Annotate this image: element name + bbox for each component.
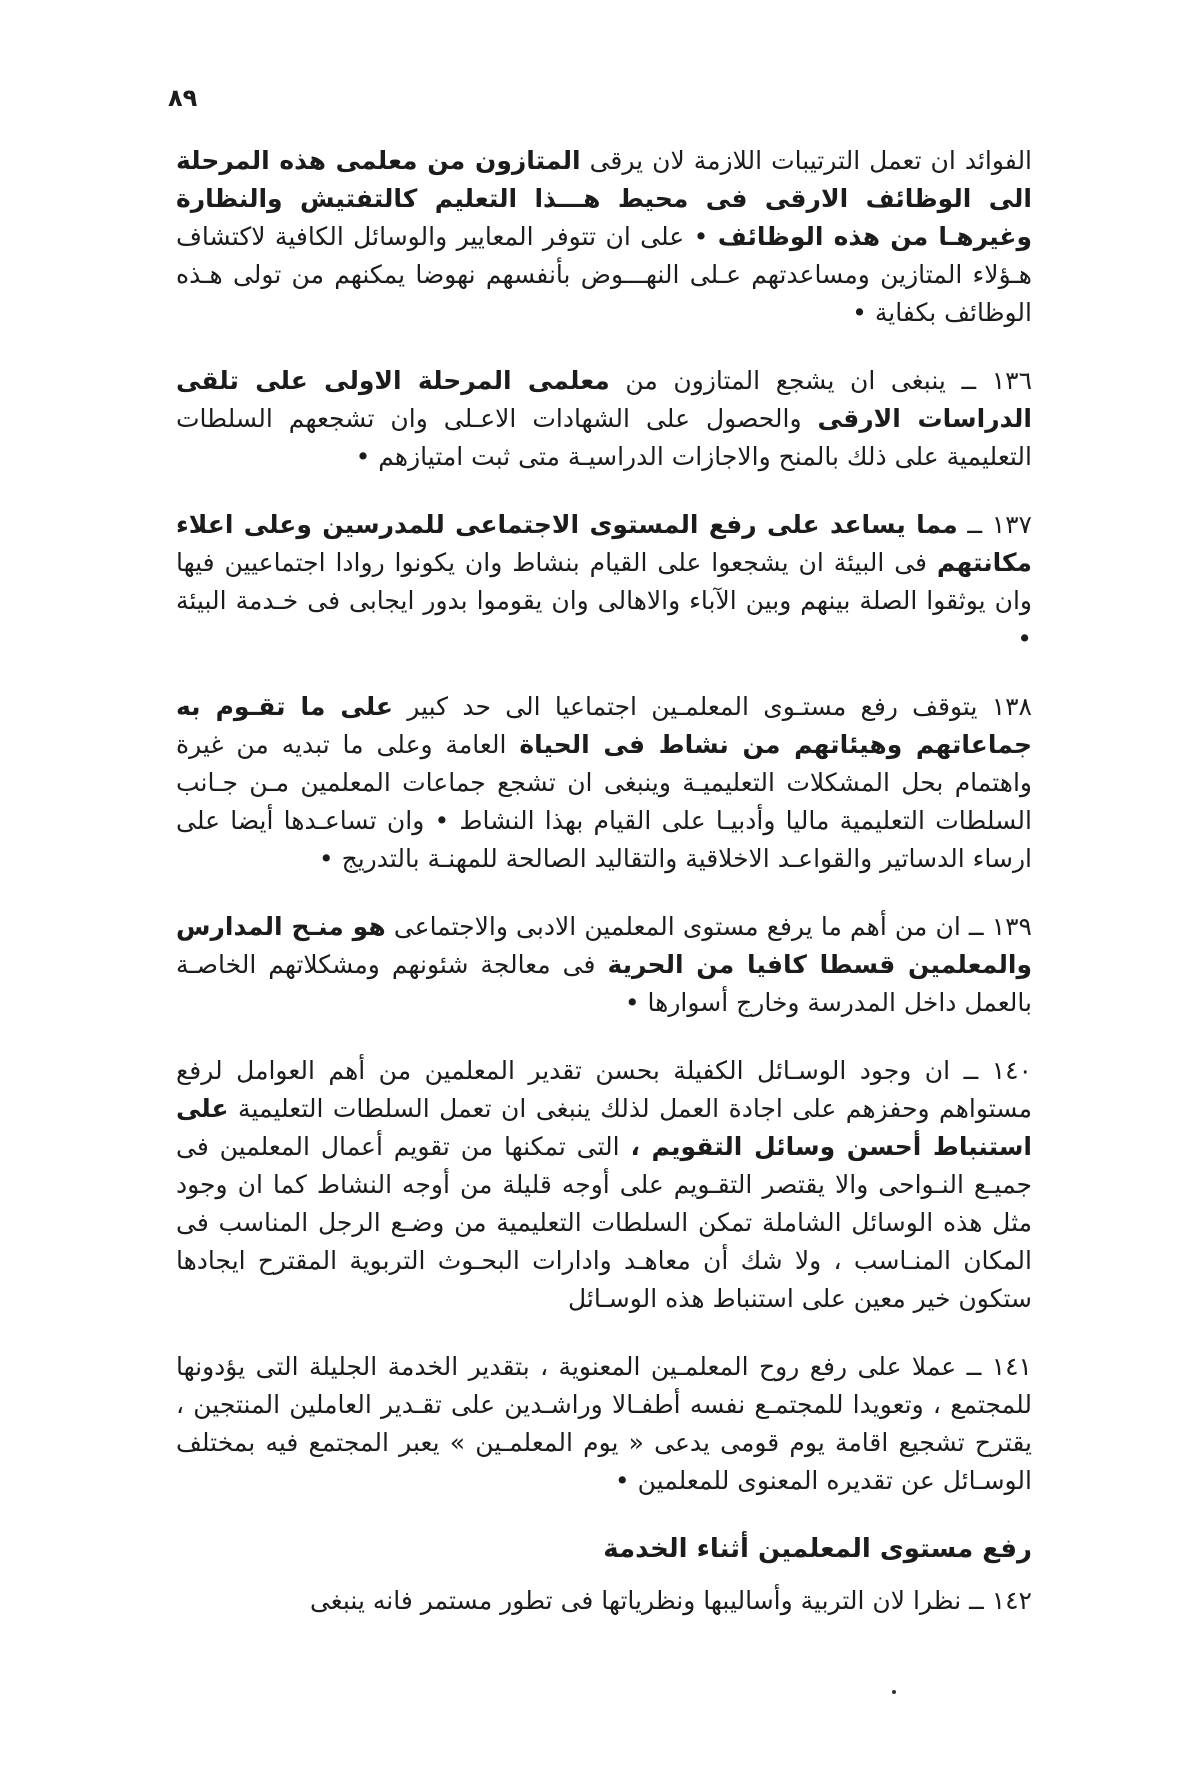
section-heading: رفع مستوى المعلمين أثناء الخدمة bbox=[603, 1534, 1032, 1564]
paragraph-text: ١٤٠ ــ ان وجود الوسـائل الكفيلة بحسن تقدير المعلمين من أهم العوامل لرفع مستواهم وحفزهم على اجادة العمل لذلك ينبغى ان تعمل السلطات التعليمية bbox=[176, 1056, 1032, 1123]
paragraph-text: الفوائد ان تعمل الترتيبات اللازمة لان يرقى bbox=[589, 146, 1033, 175]
document-body bbox=[176, 142, 1032, 1620]
paragraph-text: العامة وعلى ما تبديه من غيرة واهتمام بحل المشكلات التعليميـة وينبغى ان تشجع جماعات المعلمين مـن جـانب السلطات التعليمية ماليا وأدبيـا على القيام بهذا النشاط • وان تساعـدها أيضا على ارساء الدساتير والقواعـد الاخلاقية والتقاليد الصالحة للمهنـة بالتدريج • bbox=[176, 730, 1032, 873]
paragraph-text: التى تمكنها من تقويم أعمال المعلمين فى جميـع النـواحى والا يقتصر التقـويم على أوجه قليلة من أوجه النشاط كما ان وجود مثل هذه الوسائل الشاملة تمكن السلطات التعليمية من وضـع الرجل المناسب فى المكان المنـاسب ، ولا شك أن معاهـد وادارات البحـوث التربوية المقترح ايجادها ستكون خير معين على استنباط هذه الوسـائل bbox=[176, 1132, 1032, 1313]
paragraph-bold-text: على استنباط أحسن وسائل التقويم ، bbox=[176, 1094, 1032, 1161]
paragraph-142 bbox=[176, 1582, 1032, 1620]
paragraph-text: ١٤١ ــ عملا على رفع روح المعلمـين المعنوية ، بتقدير الخدمة الجليلة التى يؤدونها للمجتمع ، وتعويدا للمجتمـع نفسه أطفـالا وراشـدين على تقـدير العاملين المنتجين ، يقترح تشجيع اقامة يوم قومى يدعى « يوم المعلمـين » يعبر المجتمع فيه بمختلف الوسـائل عن تقديره المعنوى للمعلمين • bbox=[176, 1352, 1032, 1495]
paragraph-text: ١٤٢ ــ نظرا لان التربية وأساليبها ونظرياتها فى تطور مستمر فانه ينبغى bbox=[309, 1586, 1032, 1615]
paragraph-bold-text: مما يساعد على رفع المستوى الاجتماعى للمدرسين وعلى اعلاء مكانتهم bbox=[176, 510, 1033, 577]
paragraph-bold-text: هو منـح المدارس والمعلمين قسطا كافيا من الحرية bbox=[176, 912, 1033, 979]
page-number: ٨٩ bbox=[168, 84, 198, 112]
paragraph-bold-text: على ما تقـوم به جماعاتهم وهيئاتهم من نشاط فى الحياة bbox=[176, 692, 1032, 759]
paragraph-text: ١٣٦ ــ ينبغى ان يشجع المتازون من bbox=[625, 366, 1033, 395]
paragraph-text: فى البيئة ان يشجعوا على القيام بنشاط وان يكونوا روادا اجتماعيين فيها وان يوثقوا الصلة بينهم وبين الآباء والاهالى وان يقوموا بدور ايجابى فى خـدمة البيئة • bbox=[176, 548, 1032, 653]
paragraph-text: والحصول على الشهادات الاعـلى وان تشجعهم السلطات التعليمية على ذلك بالمنح والاجازات الدراسيـة متى ثبت امتيازهم • bbox=[176, 404, 1032, 471]
paragraph-text: ١٣٧ ــ bbox=[967, 510, 1032, 539]
paragraph-137 bbox=[176, 506, 1032, 658]
paragraph-bold-text: معلمى المرحلة الاولى على تلقى الدراسات الارقى bbox=[176, 366, 1032, 433]
paragraph-141 bbox=[176, 1348, 1032, 1500]
paragraph-text: فى معالجة شئونهم ومشكلاتهم الخاصـة بالعمل داخل المدرسة وخارج أسوارها • bbox=[176, 950, 1032, 1017]
page-dot-mark bbox=[892, 1690, 896, 1694]
paragraph-bold-text: المتازون من معلمى هذه المرحلة الى الوظائف الارقى فى محيط هـــذا التعليم كالتفتيش والنظارة وغيرهـا من هذه الوظائف bbox=[176, 146, 1032, 251]
paragraph-139 bbox=[176, 908, 1032, 1022]
paragraph-140 bbox=[176, 1052, 1032, 1318]
paragraph-text: ١٣٨ يتوقف رفع مستـوى المعلمـين اجتماعيا الى حد كبير bbox=[407, 692, 1032, 721]
paragraph-138 bbox=[176, 688, 1032, 878]
paragraph-intro bbox=[176, 142, 1032, 332]
paragraph-text: • على ان تتوفر المعايير والوسائل الكافية لاكتشاف هـؤلاء المتازين ومساعدتهم عـلى النهـــوض بأنفسهم نهوضا يمكنهم من تولى هـذه الوظائف بكفاية • bbox=[176, 222, 1032, 327]
paragraph-136 bbox=[176, 362, 1032, 476]
paragraph-text: ١٣٩ ــ ان من أهم ما يرفع مستوى المعلمين الادبى والاجتماعى bbox=[393, 912, 1032, 941]
